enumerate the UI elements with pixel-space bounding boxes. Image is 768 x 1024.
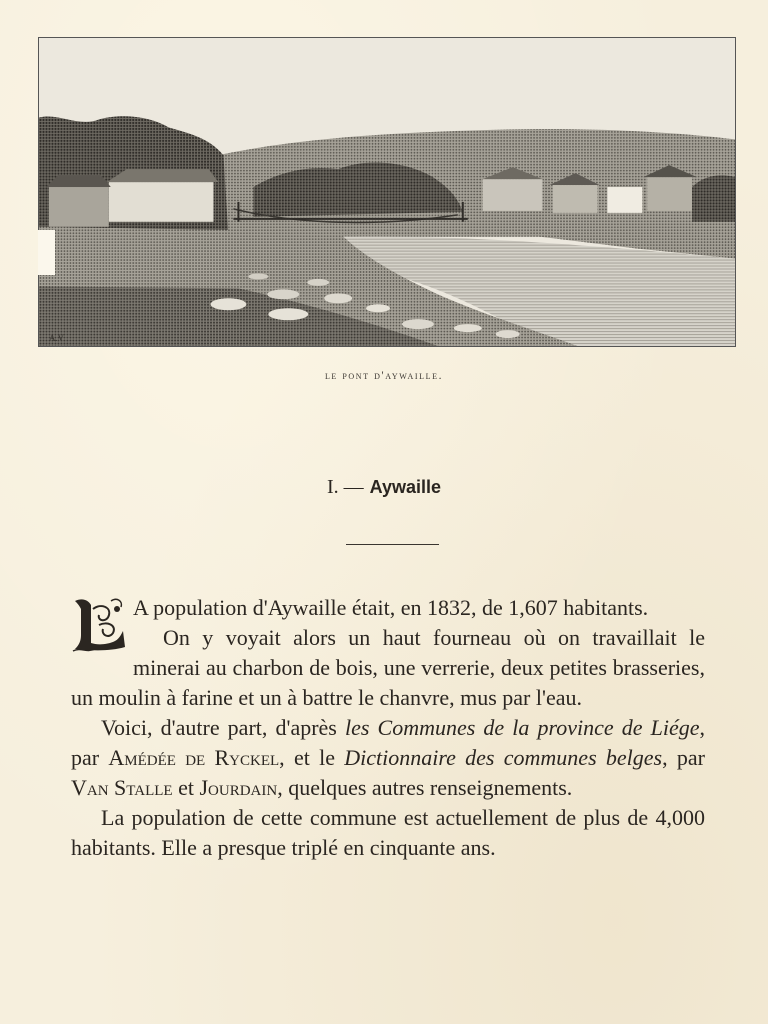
paragraph-2: On y voyait alors un haut fourneau où on travaillait le minerai au charbon de bois, une verrerie, deux petites brasseries, un moulin à farine et un à battre le chanvre, mus par l'eau. bbox=[71, 625, 705, 710]
illustration-caption: le pont d'aywaille. bbox=[324, 370, 444, 382]
p3-text-a: Voici, d'autre part, d'après bbox=[101, 715, 345, 740]
p3-text-f: , quelques autres renseignements. bbox=[277, 775, 573, 800]
chapter-body bbox=[71, 593, 705, 863]
chapter-title: Aywaille bbox=[369, 477, 442, 497]
book-title-dictionnaire: Dictionnaire des communes belges bbox=[344, 745, 663, 770]
p3-text-d: , par bbox=[662, 745, 705, 770]
paragraph-1-text: A population d'Aywaille était, en 1832, de 1,607 habitants. bbox=[133, 595, 649, 620]
chapter-number: I. — bbox=[326, 476, 364, 498]
paragraph-1 bbox=[71, 593, 705, 623]
p3-text-c: , et le bbox=[279, 745, 345, 770]
page-tab-notch bbox=[38, 230, 55, 275]
p3-text-b: , par bbox=[71, 715, 705, 770]
book-title-communes: les Communes de la province de Liége bbox=[344, 715, 700, 740]
engraving-pont-aywaille bbox=[38, 37, 736, 347]
author-van-stalle: Van Stalle bbox=[71, 775, 173, 800]
section-divider bbox=[346, 544, 439, 545]
engraver-signature: A.V. bbox=[48, 333, 66, 344]
p3-text-e: et bbox=[172, 775, 200, 800]
author-jourdain: Jourdain bbox=[199, 775, 278, 800]
chapter-heading bbox=[0, 476, 768, 499]
dropcap-letter: L bbox=[71, 595, 72, 596]
engraving-picture bbox=[39, 38, 735, 346]
ornamental-dropcap bbox=[71, 595, 127, 655]
paragraph-4: La population de cette commune est actuellement de plus de 4,000 habitants. Elle a presque triplé en cinquante ans. bbox=[71, 805, 705, 860]
author-de-ryckel: Amédée de Ryckel bbox=[108, 745, 280, 770]
paragraph-3 bbox=[71, 713, 705, 803]
